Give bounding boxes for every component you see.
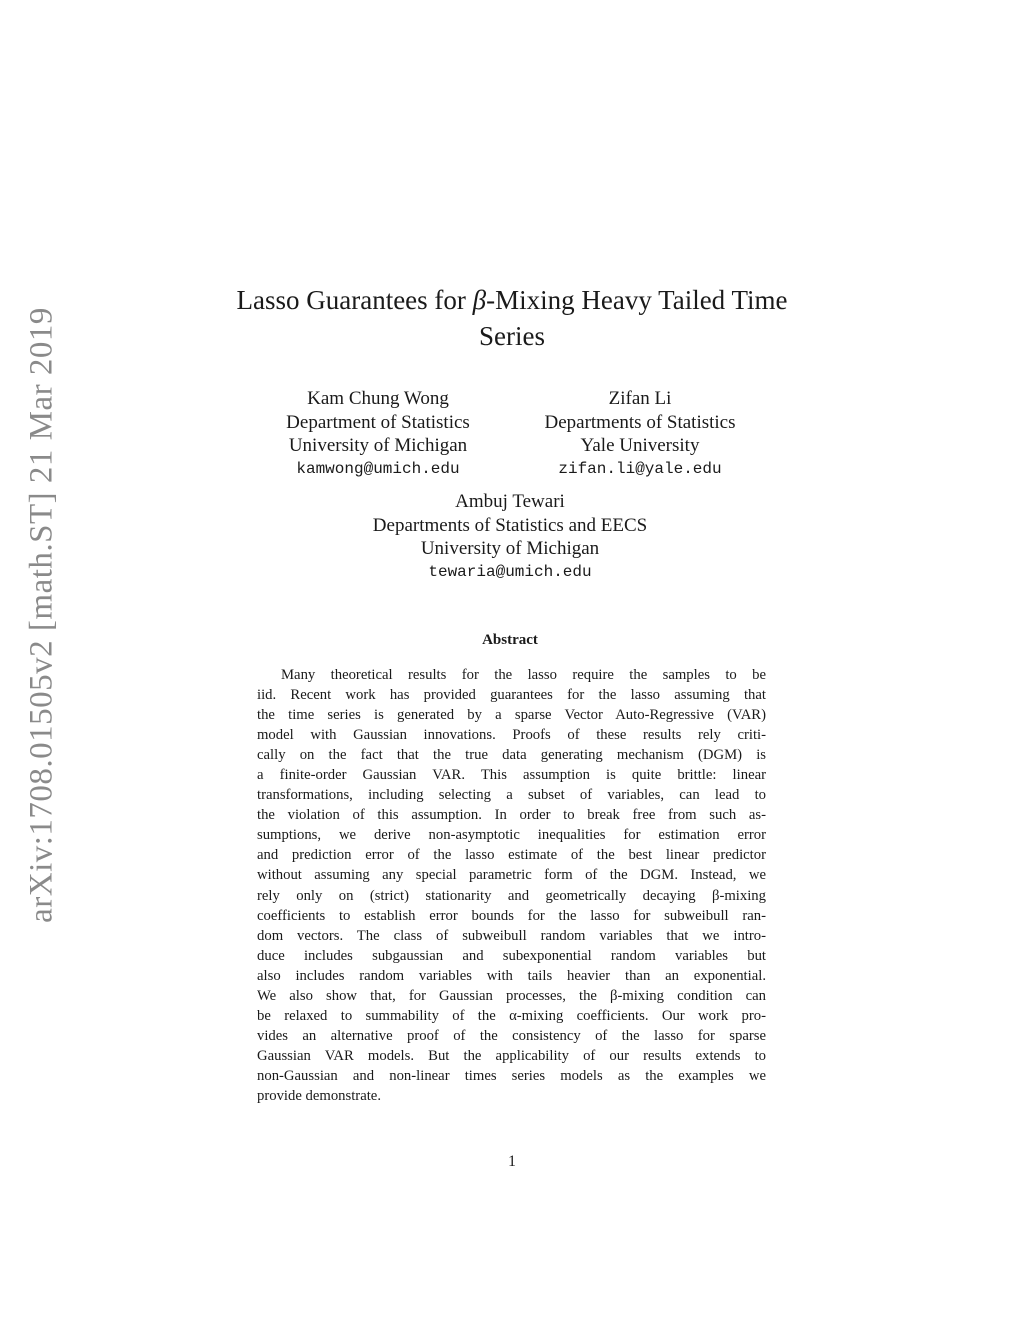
author-block-2 [510, 387, 770, 481]
abstract-line: and prediction error of the lasso estimate of the best linear predictor [257, 847, 766, 864]
abstract-line: Many theoretical results for the lasso require the samples to be [281, 667, 766, 683]
author-email[interactable]: kamwong@umich.edu [296, 459, 460, 478]
author-institution: University of Michigan [288, 435, 468, 456]
abstract-line: without assuming any special parametric form of the DGM. Instead, we [257, 867, 766, 884]
abstract-line: coefficients to establish error bounds for the lasso for subweibull ran- [257, 907, 766, 924]
abstract-line: model with Gaussian innovations. Proofs of these results rely criti- [257, 727, 766, 744]
abstract-line: be relaxed to summability of the α-mixing coefficients. Our work pro- [257, 1007, 766, 1024]
abstract-line: cally on the fact that the true data generating mechanism (DGM) is [257, 747, 766, 764]
author-block-3 [310, 490, 710, 584]
abstract-line: Gaussian VAR models. But the applicability of our results extends to [257, 1047, 766, 1064]
abstract-line: provide demonstrate. [257, 1087, 381, 1104]
abstract-line: We also show that, for Gaussian processes, the β-mixing condition can [257, 987, 766, 1004]
author-email[interactable]: zifan.li@yale.edu [558, 459, 722, 478]
abstract-body [257, 665, 766, 1106]
abstract-line: a finite-order Gaussian VAR. This assumption is quite brittle: linear [257, 767, 766, 784]
abstract-line: duce includes subgaussian and subexponential random variables but [257, 947, 766, 964]
abstract-line: also includes random variables with tails heavier than an exponential. [257, 967, 766, 984]
abstract-line: dom vectors. The class of subweibull random variables that we intro- [257, 927, 766, 944]
author-institution: University of Michigan [420, 538, 600, 559]
author-email[interactable]: tewaria@umich.edu [428, 562, 592, 581]
author-name: Kam Chung Wong [307, 388, 449, 409]
abstract-line: the violation of this assumption. In order to break free from such as- [257, 807, 766, 824]
page-number: 1 [508, 1153, 516, 1170]
title-line-2: Series [479, 321, 545, 351]
title-part-after: -Mixing Heavy Tailed Time [486, 285, 788, 315]
abstract-line: iid. Recent work has provided guarantees for the lasso assuming that [257, 687, 766, 704]
author-department: Departments of Statistics [544, 411, 736, 433]
abstract-line: the time series is generated by a sparse Vector Auto-Regressive (VAR) [257, 707, 766, 724]
abstract-line: non-Gaussian and non-linear times series models as the examples we [257, 1067, 766, 1084]
abstract-line: rely only on (strict) stationarity and geometrically decaying β-mixing [257, 887, 766, 904]
title-part-before: Lasso Guarantees for [236, 285, 473, 315]
author-department: Departments of Statistics and EECS [372, 514, 648, 536]
author-department: Department of Statistics [286, 411, 470, 433]
author-block-1 [248, 387, 508, 481]
arxiv-identifier[interactable]: arXiv:1708.01505v2 [math.ST] 21 Mar 2019 [23, 307, 60, 923]
title-beta-symbol: β [472, 285, 487, 315]
title-line-1 [180, 282, 844, 318]
abstract-line: transformations, including selecting a subset of variables, can lead to [257, 787, 766, 804]
author-name: Zifan Li [608, 388, 672, 409]
abstract-line: vides an alternative proof of the consistency of the lasso for sparse [257, 1027, 766, 1044]
abstract-line: sumptions, we derive non-asymptotic inequalities for estimation error [257, 827, 766, 844]
author-name: Ambuj Tewari [455, 491, 565, 512]
author-institution: Yale University [580, 435, 700, 456]
abstract-heading: Abstract [482, 632, 538, 648]
paper-title [180, 282, 844, 354]
